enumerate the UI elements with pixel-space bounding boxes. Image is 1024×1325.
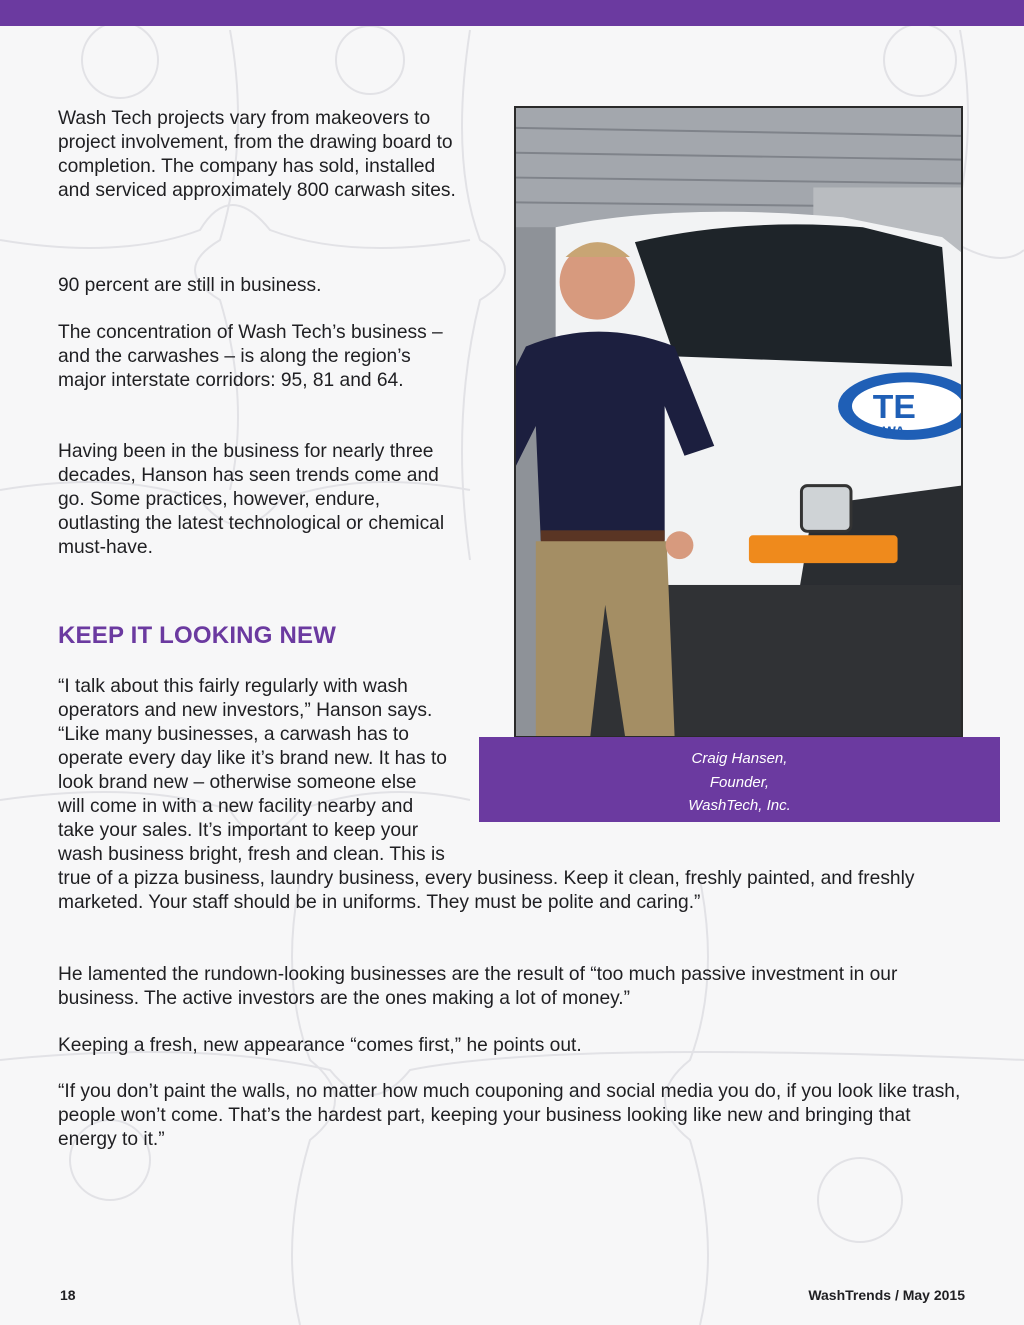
paragraph-quote-talk: “I talk about this fairly regularly with wash operators and new investors,” Hanson says. “Like many businesses, a carwash has to operate every day like it’s brand new. It has to look brand new – otherwise someone else will come in with a new facility nearby and take your sales. It’s important to keep your wash business bright, fresh and clean. This is true of a pizza business, laundry business, every business. Keep it clean, freshly painted, and freshly marketed. Your staff should be in uniforms. They must be polite and caring.” xyxy=(58,676,915,913)
caption-title: Founder, xyxy=(709,773,770,791)
van-logo-text: TE xyxy=(872,387,916,427)
publication-info: WashTrends / May 2015 xyxy=(808,1287,965,1303)
van-logo-subtext: WA xyxy=(882,422,906,439)
paragraph-comes-first: Keeping a fresh, new appearance “comes first,” he points out. xyxy=(58,1035,582,1056)
caption-name: Craig Hansen, xyxy=(691,750,788,767)
photo-caption xyxy=(479,737,1000,822)
paragraph-concentration: The concentration of Wash Tech’s business – and the carwashes – is along the region’s major interstate corridors: 95, 81 and 64. xyxy=(58,322,443,391)
paragraph-still-in-business: 90 percent are still in business. xyxy=(58,275,322,296)
top-accent-bar xyxy=(0,0,1024,26)
paragraph-paint-walls: “If you don’t paint the walls, no matter how much couponing and social media you do, if you look like trash, people won’t come. That’s the hardest part, keeping your business looking like new and bringing that energy to it.” xyxy=(58,1081,961,1150)
section-heading: KEEP IT LOOKING NEW xyxy=(58,622,337,649)
paragraph-lamented: He lamented the rundown-looking businesses are the result of “too much passive investment in our business. The active investors are the ones making a lot of money.” xyxy=(58,964,898,1009)
founder-photo xyxy=(514,106,963,738)
paragraph-three-decades: Having been in the business for nearly three decades, Hanson has seen trends come and go. Some practices, however, endure, outlasting the latest technological or chemical must-have. xyxy=(58,441,445,558)
paragraph-projects: Wash Tech projects vary from makeovers to project involvement, from the drawing board to completion. The company has sold, installed and serviced approximately 800 carwash sites. xyxy=(58,108,456,201)
caption-company: WashTech, Inc. xyxy=(688,797,791,814)
page-number: 18 xyxy=(60,1287,76,1303)
